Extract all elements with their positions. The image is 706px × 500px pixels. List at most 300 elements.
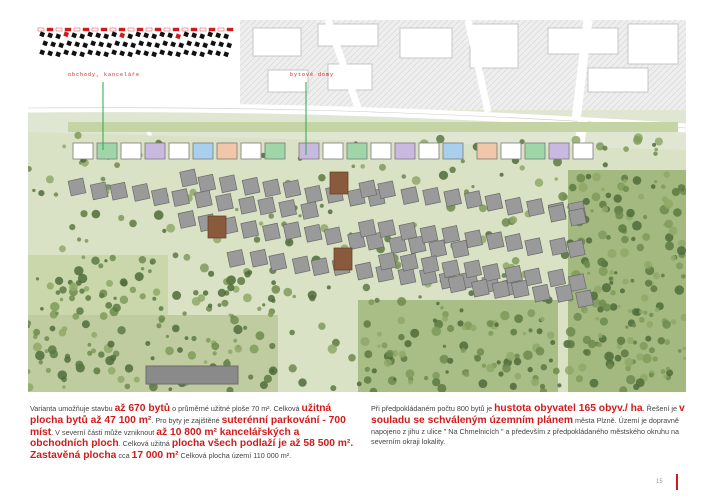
tree — [664, 171, 671, 178]
tree — [284, 288, 293, 297]
building-north — [169, 143, 189, 159]
tree — [681, 274, 686, 279]
apartment-block — [378, 181, 396, 199]
tree — [105, 356, 114, 365]
tree — [32, 189, 35, 192]
tree — [661, 184, 666, 189]
tree — [583, 260, 590, 267]
tree — [348, 354, 356, 362]
apartment-block — [250, 249, 268, 267]
apartment-block — [505, 265, 523, 283]
tree — [60, 298, 63, 301]
tree — [443, 345, 446, 348]
tree — [623, 179, 627, 183]
tree — [642, 233, 650, 241]
tree — [527, 309, 535, 317]
apartment-block — [227, 249, 245, 267]
tree — [140, 293, 146, 299]
highlight: až 670 bytů — [114, 403, 171, 414]
apartment-block — [359, 180, 377, 198]
building-north — [265, 143, 285, 159]
tree — [442, 316, 448, 322]
apartment-block — [442, 260, 460, 278]
building-north — [217, 143, 237, 159]
tree — [510, 216, 518, 224]
tree — [233, 325, 242, 334]
tree — [506, 352, 515, 361]
apartment-block — [378, 252, 396, 270]
tree — [36, 277, 39, 280]
tree — [631, 237, 635, 241]
tree — [402, 174, 407, 179]
tree — [599, 267, 608, 276]
tree — [134, 377, 140, 383]
apartment-block — [311, 258, 329, 276]
tree — [361, 337, 370, 346]
apartment-block — [492, 281, 510, 299]
tree — [615, 355, 622, 362]
tree — [567, 340, 575, 348]
tree — [645, 280, 652, 287]
tree — [221, 300, 228, 307]
tree — [264, 375, 272, 383]
tree — [408, 379, 413, 384]
tree — [652, 143, 656, 147]
tree — [200, 263, 209, 272]
tree — [363, 320, 371, 328]
tree — [259, 221, 263, 225]
inset-street-edge — [56, 28, 62, 31]
tree — [540, 317, 545, 322]
tree — [145, 341, 150, 346]
tree — [188, 351, 196, 359]
apartment-block — [429, 240, 447, 258]
tree — [139, 256, 146, 263]
tree — [289, 364, 297, 372]
tree — [105, 302, 112, 309]
apartment-block — [448, 275, 466, 293]
description-right — [371, 403, 689, 447]
tree — [218, 289, 226, 297]
apartment-block — [151, 188, 169, 206]
tree — [640, 342, 648, 350]
text: . Pro byty je zajištěné — [151, 415, 222, 425]
inset-street-edge — [65, 28, 71, 31]
tree — [457, 320, 463, 326]
apartment-block — [301, 202, 319, 220]
tree — [40, 307, 44, 311]
tree — [576, 174, 585, 183]
tree — [235, 208, 239, 212]
tree — [642, 354, 651, 363]
tree — [671, 319, 677, 325]
tree — [578, 183, 587, 192]
apartment-block — [485, 193, 503, 211]
tree — [636, 378, 645, 387]
tree — [536, 347, 545, 356]
tree — [510, 383, 517, 390]
apartment-block — [548, 204, 566, 222]
tree — [120, 296, 128, 304]
tree — [494, 323, 498, 327]
tree — [584, 349, 591, 356]
tree — [615, 211, 623, 219]
text: Při předpokládaném počtu 800 bytů je — [371, 404, 495, 413]
tree — [386, 350, 393, 357]
tree — [269, 343, 275, 349]
tree — [540, 384, 545, 389]
inset-street-edge — [110, 28, 116, 31]
site-plan — [28, 20, 686, 392]
tree — [117, 376, 124, 383]
apartment-block — [576, 290, 594, 308]
tree — [74, 132, 81, 139]
apartment-block — [90, 182, 108, 200]
tree — [208, 271, 214, 277]
tree — [461, 348, 466, 353]
tree — [108, 341, 115, 348]
text: Varianta umožňuje stavbu — [30, 404, 115, 413]
tree — [470, 325, 477, 332]
inset-street-edge — [200, 28, 206, 31]
tree — [440, 355, 449, 364]
tree — [55, 312, 59, 316]
tree — [38, 190, 44, 196]
tree — [600, 317, 608, 325]
tree — [172, 291, 181, 300]
building-north — [299, 143, 319, 159]
tree — [87, 351, 92, 356]
inset-label-right: bytové domy — [290, 72, 335, 78]
tree — [33, 329, 40, 336]
tree — [64, 356, 71, 363]
highlight: suterénní parkování - 700 míst — [30, 414, 346, 438]
tree — [514, 358, 522, 366]
tree — [569, 184, 577, 192]
tree — [46, 175, 54, 183]
inset-street-edge — [137, 28, 143, 31]
tree — [377, 332, 382, 337]
apartment-block — [198, 174, 216, 192]
tree — [652, 356, 657, 361]
tree — [113, 297, 116, 300]
tree — [248, 374, 253, 379]
inset-street-edge — [155, 28, 161, 31]
highlight: plocha všech podlaží je až 58 500 m². Zastavěná plocha — [30, 438, 354, 462]
apartment-block — [444, 189, 462, 207]
text: cca — [116, 451, 132, 461]
tree — [436, 302, 439, 305]
tree — [379, 164, 386, 171]
tree — [447, 325, 454, 332]
tree — [150, 261, 153, 264]
highlight: hustota obyvatel 165 obyv./ ha — [494, 403, 643, 414]
tree — [597, 258, 606, 267]
apartment-block — [216, 193, 234, 211]
tree — [410, 329, 419, 338]
tree — [69, 295, 75, 301]
tree — [461, 159, 465, 163]
tree — [447, 358, 453, 364]
tree — [203, 290, 208, 295]
tree — [352, 165, 356, 169]
tree — [59, 286, 66, 293]
inset-street-edge — [218, 28, 224, 31]
tree — [250, 345, 259, 354]
tree — [135, 272, 144, 281]
special-building — [334, 248, 352, 270]
apartment-block — [194, 190, 212, 208]
apartment-block — [219, 175, 237, 193]
tree — [226, 359, 229, 362]
tree — [159, 306, 164, 311]
tree — [257, 307, 261, 311]
tree — [318, 174, 325, 181]
page-accent-bar — [676, 474, 678, 490]
tree — [35, 351, 45, 361]
tree — [120, 278, 128, 286]
tree — [614, 271, 617, 274]
tree — [528, 367, 533, 372]
apartment-block — [555, 284, 573, 302]
tree — [125, 364, 133, 372]
tree — [681, 188, 684, 191]
tree — [98, 263, 103, 268]
tree — [598, 231, 607, 240]
tree — [320, 204, 324, 208]
tree — [654, 148, 658, 152]
tree — [113, 304, 121, 312]
tree — [625, 326, 628, 329]
tree — [639, 317, 645, 323]
building-north — [97, 143, 117, 159]
tree — [487, 320, 494, 327]
tree — [33, 343, 42, 352]
tree — [678, 349, 682, 353]
tree — [645, 336, 651, 342]
building-north — [525, 143, 545, 159]
tree — [618, 305, 621, 308]
tree — [636, 353, 643, 360]
tree — [578, 363, 586, 371]
tree — [106, 280, 113, 287]
tree — [91, 332, 97, 338]
tree — [169, 387, 173, 391]
tree — [606, 193, 612, 199]
tree — [228, 349, 233, 354]
tree — [604, 352, 614, 362]
tree — [130, 287, 136, 293]
tree — [193, 290, 198, 295]
apartment-block — [378, 220, 396, 238]
tree — [156, 323, 161, 328]
tree — [554, 177, 558, 181]
apartment-block — [525, 238, 543, 256]
building-north — [395, 143, 415, 159]
tree — [477, 348, 484, 355]
building-north — [145, 143, 165, 159]
inset-street-edge — [119, 28, 125, 31]
tree — [626, 375, 635, 384]
apartment-block — [132, 183, 150, 201]
apartment-block — [258, 197, 276, 215]
tree — [621, 236, 629, 244]
text: města Plzně. Území je dopravně napojeno z jihu z ulice " Na Chmelnicích " a především z předpokládaného městského okruhu na severním okraji lokality. — [371, 415, 679, 446]
tree — [384, 359, 392, 367]
tree — [592, 193, 601, 202]
tree — [88, 343, 92, 347]
tree — [671, 255, 677, 261]
inset-street-edge — [83, 28, 89, 31]
inset-street-edge — [47, 28, 53, 31]
tree — [661, 369, 666, 374]
tree — [85, 239, 89, 243]
building-north — [121, 143, 141, 159]
tree — [172, 325, 180, 333]
tree — [54, 192, 58, 196]
tree — [632, 323, 636, 327]
tree — [587, 272, 590, 275]
tree — [50, 302, 59, 311]
text: . Celková užitná — [118, 439, 172, 449]
tree — [584, 310, 588, 314]
tree — [272, 285, 281, 294]
special-building — [330, 172, 348, 194]
apartment-block — [511, 280, 529, 298]
tree — [623, 186, 629, 192]
tree — [80, 210, 87, 217]
tree — [227, 284, 234, 291]
tree — [44, 336, 49, 341]
apartment-block — [464, 260, 482, 278]
tree — [433, 318, 437, 322]
apartment-block — [269, 253, 287, 271]
tree — [550, 340, 555, 345]
highlight: až 10 800 m² kancelářských a obchodních ploch — [30, 426, 300, 450]
tree — [666, 367, 670, 371]
tree — [318, 323, 325, 330]
tree — [439, 171, 448, 180]
tree — [523, 332, 526, 335]
tree — [399, 351, 406, 358]
tree — [69, 224, 75, 230]
tree — [151, 356, 155, 360]
apartment-block — [283, 180, 301, 198]
tree — [298, 214, 301, 217]
tree — [603, 146, 608, 151]
tree — [653, 152, 657, 156]
tree — [158, 315, 165, 322]
tree — [535, 179, 543, 187]
tree — [397, 297, 406, 306]
tree — [663, 374, 667, 378]
tree — [47, 282, 54, 289]
special-building — [208, 216, 226, 238]
tree — [50, 350, 58, 358]
apartment-block — [283, 222, 301, 240]
tree — [46, 368, 51, 373]
tree — [271, 280, 276, 285]
tree — [588, 340, 596, 348]
tree — [110, 255, 116, 261]
tree — [85, 295, 91, 301]
tree — [91, 257, 99, 265]
tree — [55, 277, 63, 285]
tree — [93, 367, 100, 374]
tree — [162, 229, 166, 233]
tree — [607, 363, 613, 369]
tree — [574, 313, 582, 321]
tree — [50, 326, 56, 332]
tree — [233, 339, 237, 343]
tree — [182, 311, 186, 315]
tree — [610, 290, 615, 295]
tree — [243, 326, 247, 330]
highlight: v souladu se schváleným územním plánem — [371, 403, 685, 426]
tree — [650, 285, 657, 292]
tree — [365, 367, 370, 372]
apartment-block — [263, 223, 281, 241]
apartment-block — [483, 264, 501, 282]
tree — [204, 360, 208, 364]
tree — [639, 310, 643, 314]
tree — [100, 312, 108, 320]
tree — [510, 329, 517, 336]
tree — [482, 364, 486, 368]
tree — [628, 309, 632, 313]
tree — [609, 270, 614, 275]
tree — [77, 237, 81, 241]
apartment-block — [548, 269, 566, 287]
tree — [520, 165, 525, 170]
tree — [664, 220, 673, 229]
apartment-block — [423, 187, 441, 205]
tree — [114, 162, 120, 168]
tree — [471, 185, 474, 188]
tree — [237, 277, 245, 285]
tree — [583, 198, 590, 205]
tree — [654, 180, 657, 183]
tree — [622, 279, 628, 285]
tree — [177, 347, 183, 353]
text: o průměrné užitné ploše 70 m². Celková — [170, 404, 302, 413]
tree — [372, 368, 377, 373]
inset-street-edge — [146, 28, 152, 31]
tree — [597, 342, 602, 347]
tree — [268, 312, 274, 318]
apartment-block — [527, 199, 545, 217]
tree — [601, 188, 605, 192]
tree — [500, 173, 504, 177]
tree — [154, 210, 164, 220]
tree — [206, 338, 211, 343]
apartment-block — [486, 232, 504, 250]
tree — [218, 303, 222, 307]
tree — [603, 162, 608, 167]
tree — [643, 311, 647, 315]
tree — [75, 361, 83, 369]
tree — [62, 326, 68, 332]
tree — [328, 344, 337, 353]
tree — [590, 209, 593, 212]
tree — [82, 255, 86, 259]
tree — [599, 300, 606, 307]
apartment-block — [421, 256, 439, 274]
tree — [404, 340, 411, 347]
tree — [514, 373, 521, 380]
tree — [620, 288, 625, 293]
tree — [498, 371, 503, 376]
